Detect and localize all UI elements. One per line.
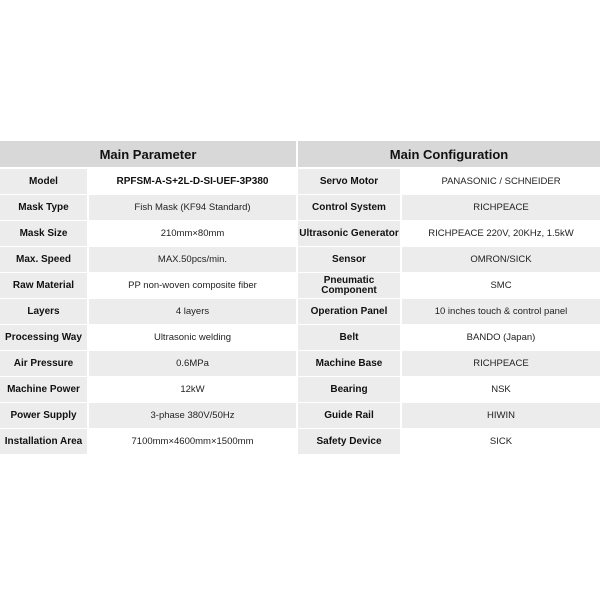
parameter-value: Fish Mask (KF94 Standard) — [89, 195, 296, 220]
configuration-label: Bearing — [298, 377, 400, 402]
configuration-value: BANDO (Japan) — [402, 325, 600, 350]
table-row — [0, 195, 600, 220]
configuration-label: Belt — [298, 325, 400, 350]
configuration-label: Ultrasonic Generator — [298, 221, 400, 246]
table-row — [0, 429, 600, 454]
configuration-label: Sensor — [298, 247, 400, 272]
main-configuration-header: Main Configuration — [298, 141, 600, 167]
configuration-value: RICHPEACE — [402, 195, 600, 220]
parameter-value: 7100mm×4600mm×1500mm — [89, 429, 296, 454]
configuration-label: Guide Rail — [298, 403, 400, 428]
configuration-value: HIWIN — [402, 403, 600, 428]
configuration-label: Operation Panel — [298, 299, 400, 324]
parameter-value: Ultrasonic welding — [89, 325, 296, 350]
parameter-value: 12kW — [89, 377, 296, 402]
table-row — [0, 247, 600, 272]
configuration-value: NSK — [402, 377, 600, 402]
parameter-label: Machine Power — [0, 377, 87, 402]
parameter-label: Processing Way — [0, 325, 87, 350]
configuration-label: Safety Device — [298, 429, 400, 454]
configuration-label: Machine Base — [298, 351, 400, 376]
parameter-label: Layers — [0, 299, 87, 324]
configuration-value: PANASONIC / SCHNEIDER — [402, 169, 600, 194]
parameter-label: Raw Material — [0, 273, 87, 298]
configuration-value: OMRON/SICK — [402, 247, 600, 272]
configuration-label: Servo Motor — [298, 169, 400, 194]
parameter-label: Installation Area — [0, 429, 87, 454]
parameter-label: Model — [0, 169, 87, 194]
parameter-value: 3-phase 380V/50Hz — [89, 403, 296, 428]
parameter-value: MAX.50pcs/min. — [89, 247, 296, 272]
main-parameter-header: Main Parameter — [0, 141, 296, 167]
parameter-value: RPFSM-A-S+2L-D-SI-UEF-3P380 — [89, 169, 296, 194]
parameter-value: PP non-woven composite fiber — [89, 273, 296, 298]
parameter-value: 0.6MPa — [89, 351, 296, 376]
parameter-value: 210mm×80mm — [89, 221, 296, 246]
configuration-label: Control System — [298, 195, 400, 220]
configuration-label: Pneumatic Component — [298, 273, 400, 298]
parameter-label: Power Supply — [0, 403, 87, 428]
table-row — [0, 325, 600, 350]
table-row — [0, 351, 600, 376]
table-row — [0, 377, 600, 402]
table-row — [0, 299, 600, 324]
parameter-label: Mask Size — [0, 221, 87, 246]
table-row — [0, 221, 600, 246]
configuration-value: 10 inches touch & control panel — [402, 299, 600, 324]
parameter-label: Mask Type — [0, 195, 87, 220]
table-row — [0, 273, 600, 298]
parameter-label: Air Pressure — [0, 351, 87, 376]
parameter-value: 4 layers — [89, 299, 296, 324]
table-row — [0, 403, 600, 428]
configuration-value: RICHPEACE 220V, 20KHz, 1.5kW — [402, 221, 600, 246]
configuration-value: RICHPEACE — [402, 351, 600, 376]
table-row — [0, 169, 600, 194]
spec-table — [0, 141, 600, 457]
parameter-label: Max. Speed — [0, 247, 87, 272]
configuration-value: SICK — [402, 429, 600, 454]
configuration-value: SMC — [402, 273, 600, 298]
